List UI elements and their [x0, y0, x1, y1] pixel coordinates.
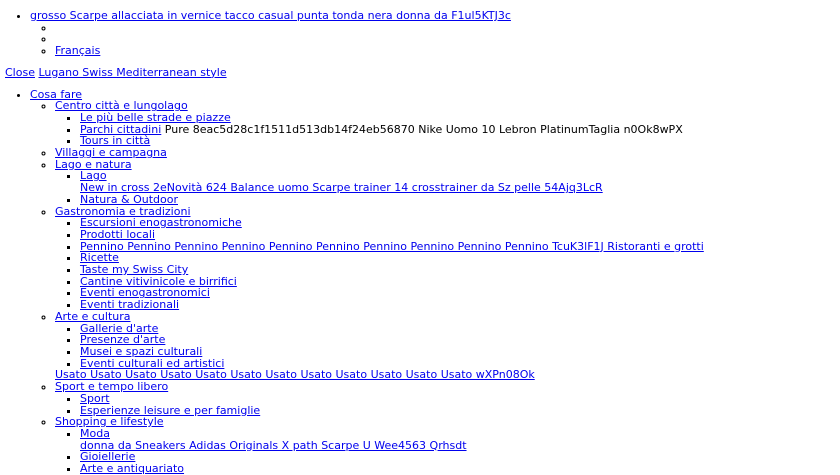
- centro-submenu: [55, 112, 840, 147]
- nav-item-villaggi: [55, 147, 840, 159]
- list-item: [80, 135, 840, 147]
- language-item: [55, 45, 840, 57]
- nav-link-escursioni[interactable]: Escursioni enogastronomiche: [80, 216, 242, 230]
- list-item: [80, 241, 840, 253]
- nav-link-villaggi[interactable]: Villaggi e campagna: [55, 146, 167, 160]
- list-item: [80, 217, 840, 229]
- nav-link-cantine[interactable]: Cantine vitivinicole e birrifici: [80, 274, 237, 288]
- nav-link-strade-piazze[interactable]: Le più belle strade e piazze: [80, 110, 231, 124]
- inline-product-link[interactable]: donna da Sneakers Adidas Originals X path Scarpe U Wee4563 Qrhsdt: [80, 438, 467, 452]
- nav-link-lago[interactable]: Lago: [80, 169, 107, 183]
- nav-link-gioiellerie[interactable]: Gioiellerie: [80, 450, 136, 464]
- nav-link-cosa-fare[interactable]: Cosa fare: [30, 87, 83, 101]
- list-item: [80, 252, 840, 264]
- list-item: [80, 170, 840, 193]
- inline-product-link[interactable]: Usato Usato Usato Usato Usato Usato Usato Usato Usato Usato Usato Usato wXPn08Ok: [55, 368, 535, 382]
- nav-item-shopping: [55, 416, 840, 475]
- nav-item-lago-natura: [55, 159, 840, 206]
- top-sublist: [30, 22, 840, 57]
- nav-link-arte-antiquariato[interactable]: Arte e antiquariato: [80, 462, 185, 475]
- list-item: [80, 463, 840, 475]
- brand-link[interactable]: Lugano Swiss Mediterranean style: [38, 65, 227, 79]
- empty-list-item: [55, 22, 840, 34]
- nav-link-moda[interactable]: Moda: [80, 426, 110, 440]
- list-item: [80, 124, 840, 136]
- list-item: [80, 428, 840, 451]
- nav-link-sport-tempo-libero[interactable]: Sport e tempo libero: [55, 380, 169, 394]
- list-item: [80, 194, 840, 206]
- top-list-item: [30, 10, 840, 57]
- nav-link-sport[interactable]: Sport: [80, 391, 110, 405]
- empty-list-item: [55, 33, 840, 45]
- nav-item-sport: [55, 381, 840, 416]
- nav-item-cosa-fare: [30, 89, 840, 475]
- nav-link-taste-swiss-city[interactable]: Taste my Swiss City: [80, 263, 189, 277]
- top-product-link[interactable]: grosso Scarpe allacciata in vernice tacco casual punta tonda nera donna da F1ul5KTJ3c: [30, 9, 511, 22]
- nav-link-presenze[interactable]: Presenze d'arte: [80, 333, 166, 347]
- nav-link-esperienze[interactable]: Esperienze leisure e per famiglie: [80, 403, 261, 417]
- shopping-submenu: [55, 428, 840, 475]
- nav-link-ristoranti[interactable]: Pennino Pennino Pennino Pennino Pennino Pennino Pennino Pennino Pennino Pennino TcuK3lF1J Ristoranti e grotti: [80, 239, 704, 253]
- cosa-fare-submenu: [30, 100, 840, 475]
- main-nav: [0, 89, 840, 475]
- nav-link-natura-outdoor[interactable]: Natura & Outdoor: [80, 192, 178, 206]
- nav-link-eventi-eno[interactable]: Eventi enogastronomici: [80, 286, 210, 300]
- nav-link-arte[interactable]: Arte e cultura: [55, 309, 131, 323]
- nav-link-gallerie[interactable]: Gallerie d'arte: [80, 321, 159, 335]
- nav-link-lago-natura[interactable]: Lago e natura: [55, 157, 132, 171]
- nav-link-prodotti[interactable]: Prodotti locali: [80, 227, 156, 241]
- nav-item-arte: [55, 311, 840, 381]
- arte-submenu: [55, 323, 840, 370]
- list-item: [80, 451, 840, 463]
- nav-link-parchi[interactable]: Parchi cittadini: [80, 122, 162, 136]
- nav-link-eventi-tradizionali[interactable]: Eventi tradizionali: [80, 298, 180, 312]
- top-list: [0, 0, 840, 57]
- language-link-french[interactable]: Français: [55, 44, 101, 58]
- nav-link-eventi-culturali[interactable]: Eventi culturali ed artistici: [80, 356, 225, 370]
- list-item: [80, 287, 840, 299]
- nav-link-gastronomia[interactable]: Gastronomia e tradizioni: [55, 204, 191, 218]
- list-item: [80, 405, 840, 417]
- nav-link-tours[interactable]: Tours in città: [80, 134, 151, 148]
- nav-item-centro: [55, 100, 840, 147]
- nav-link-shopping[interactable]: Shopping e lifestyle: [55, 415, 164, 429]
- list-item: [80, 299, 840, 311]
- nav-item-gastronomia: [55, 206, 840, 311]
- sport-submenu: [55, 393, 840, 416]
- list-item: [80, 323, 840, 335]
- inline-product-text: Pure 8eac5d28c1f1511d513db14f24eb56870 Nike Uomo 10 Lebron PlatinumTaglia n0Ok8wPX: [161, 122, 683, 136]
- header-row: [0, 67, 840, 79]
- gastronomia-submenu: [55, 217, 840, 311]
- nav-link-musei[interactable]: Musei e spazi culturali: [80, 344, 203, 358]
- close-link[interactable]: Close: [5, 65, 35, 79]
- nav-link-ricette[interactable]: Ricette: [80, 251, 119, 265]
- inline-product-link[interactable]: New in cross 2eNovità 624 Balance uomo Scarpe trainer 14 crosstrainer da Sz pelle 54Ajq3LcR: [80, 181, 603, 195]
- nav-link-centro[interactable]: Centro città e lungolago: [55, 99, 188, 113]
- lago-natura-submenu: [55, 170, 840, 205]
